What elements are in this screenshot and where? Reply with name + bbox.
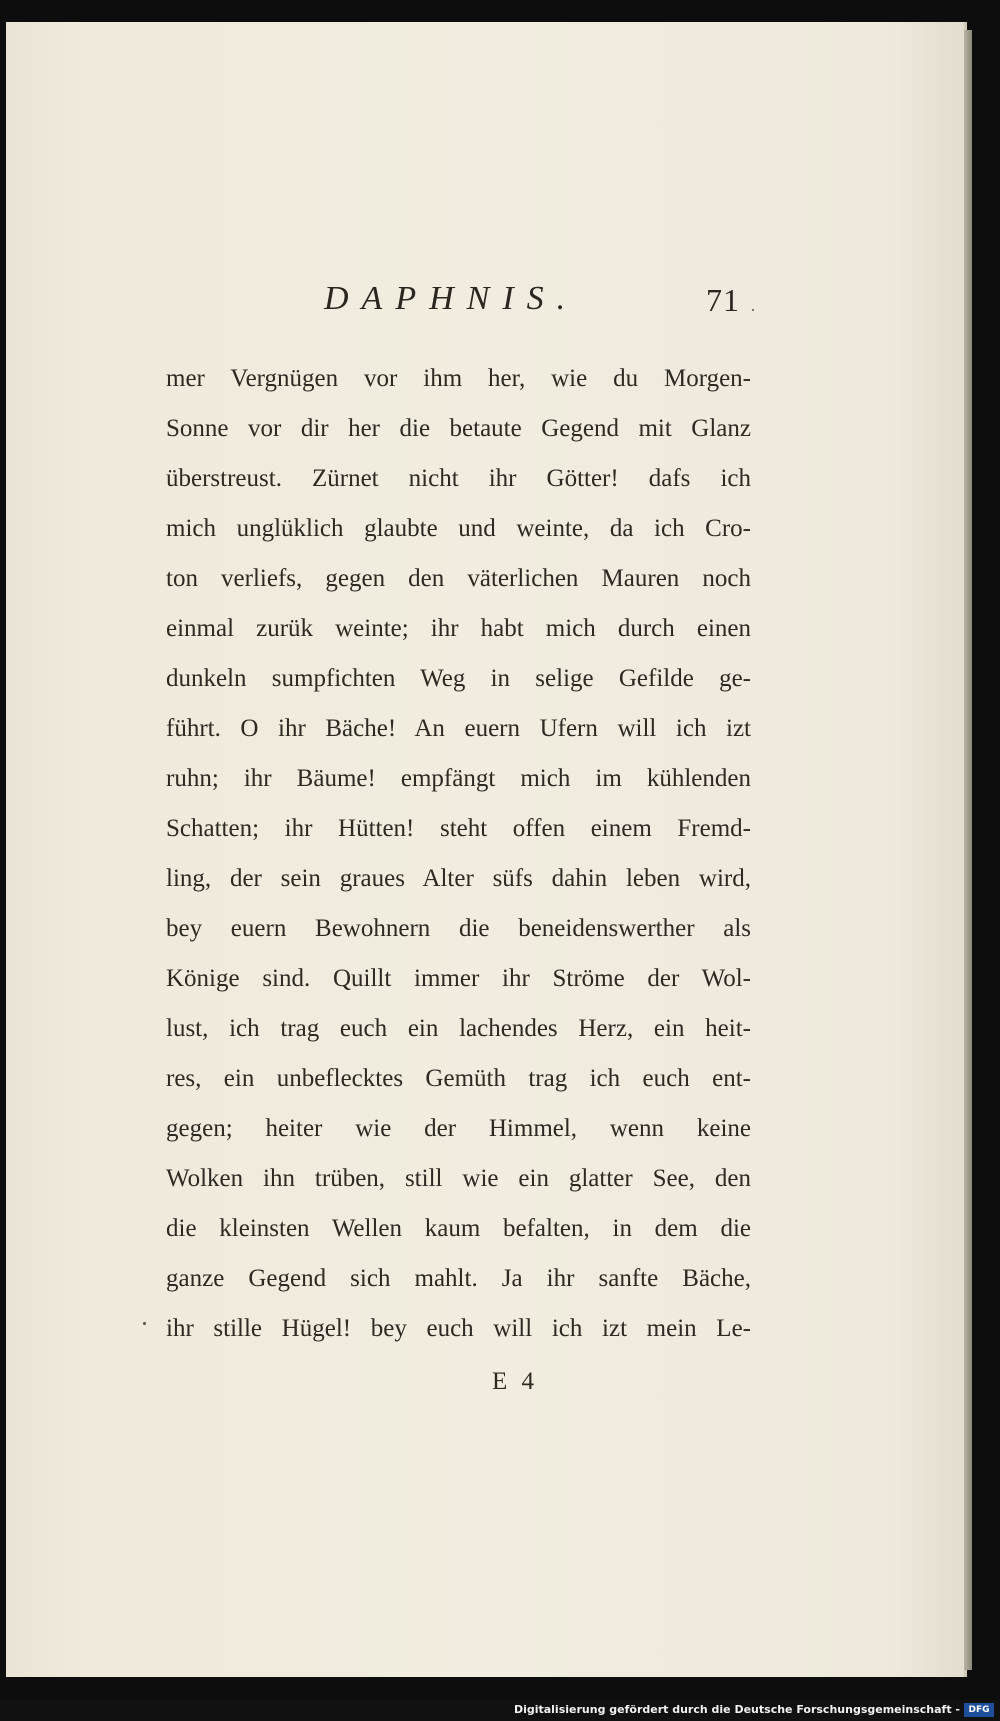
text-line: einmal zurük weinte; ihr habt mich durch einen [166, 615, 751, 642]
text-line: Sonne vor dir her die betaute Gegend mit Glanz [166, 415, 751, 442]
text-line: die kleinsten Wellen kaum befalten, in dem die [166, 1215, 751, 1242]
page-header [6, 280, 964, 340]
book-page [6, 22, 967, 1677]
paper-speck [143, 1322, 146, 1325]
text-line: res, ein unbeflecktes Gemüth trag ich euch ent- [166, 1065, 751, 1092]
text-line: ling, der sein graues Alter süfs dahin leben wird, [166, 865, 751, 892]
body-text [166, 354, 751, 1354]
paper-speck [752, 309, 754, 311]
page-fore-edge [964, 30, 972, 1670]
text-line: ton verliefs, gegen den väterlichen Mauren noch [166, 565, 751, 592]
text-line: lust, ich trag euch ein lachendes Herz, ein heit- [166, 1015, 751, 1042]
text-line: bey euern Bewohnern die beneidenswerther als [166, 915, 751, 942]
text-line: mer Vergnügen vor ihm her, wie du Morgen- [166, 365, 751, 392]
text-line: ganze Gegend sich mahlt. Ja ihr sanfte Bäche, [166, 1265, 751, 1292]
text-line: mich unglüklich glaubte und weinte, da ich Cro- [166, 515, 751, 542]
text-line: Schatten; ihr Hütten! steht offen einem Fremd- [166, 815, 751, 842]
page-number: 71 [706, 282, 740, 318]
text-line: dunkeln sumpfichten Weg in selige Gefilde ge- [166, 665, 751, 692]
text-line: führt. O ihr Bäche! An euern Ufern will ich izt [166, 715, 751, 742]
dfg-logo: DFG [964, 1703, 994, 1717]
signature-mark: E 4 [492, 1368, 539, 1395]
text-line: Wolken ihn trüben, still wie ein glatter See, den [166, 1165, 751, 1192]
text-line: überstreust. Zürnet nicht ihr Götter! dafs ich [166, 465, 751, 492]
funding-credit: Digitalisierung gefördert durch die Deutsche Forschungsgemeinschaft - [513, 1703, 960, 1716]
footer-bar [0, 1700, 1000, 1721]
text-line: ruhn; ihr Bäume! empfängt mich im kühlenden [166, 765, 751, 792]
text-line: Könige sind. Quillt immer ihr Ströme der Wol- [166, 965, 751, 992]
text-line: ihr stille Hügel! bey euch will ich izt mein Le- [166, 1315, 751, 1342]
running-title: DAPHNIS. [324, 280, 579, 317]
text-line: gegen; heiter wie der Himmel, wenn keine [166, 1115, 751, 1142]
